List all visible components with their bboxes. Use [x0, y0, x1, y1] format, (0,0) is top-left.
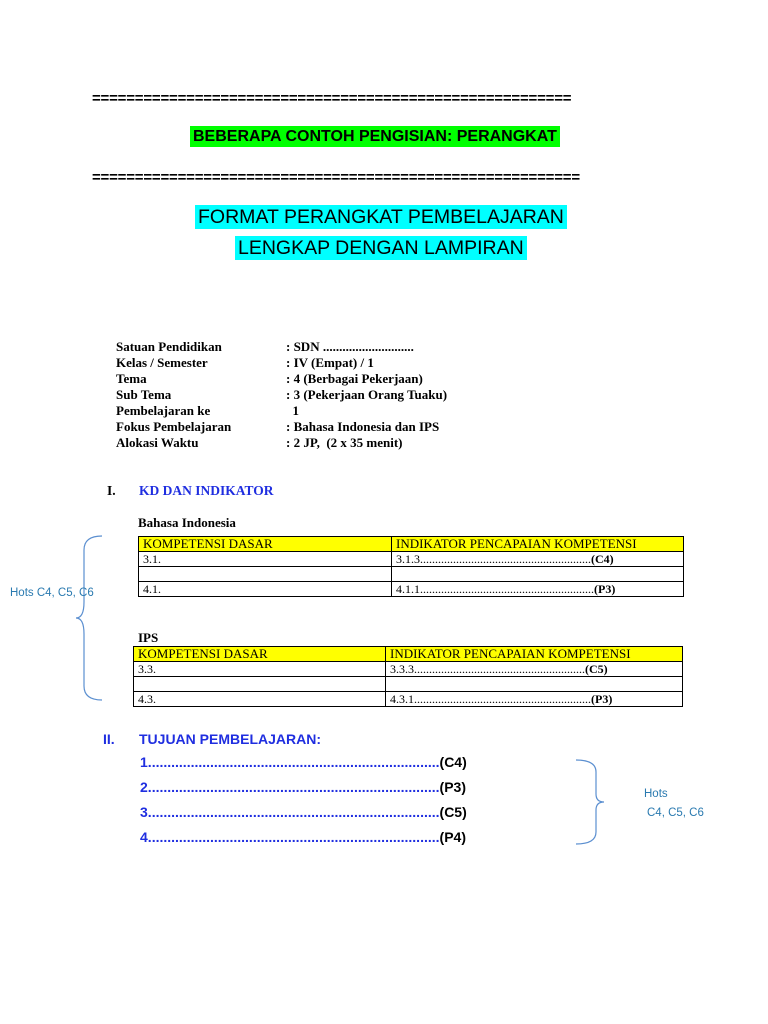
identity-label: Satuan Pendidikan — [116, 339, 222, 354]
tujuan-list — [140, 750, 467, 850]
tujuan-code: (C4) — [439, 754, 467, 770]
identity-value: : Bahasa Indonesia dan IPS — [286, 419, 440, 434]
identity-row — [116, 371, 447, 387]
tujuan-number: 2. — [140, 779, 152, 795]
tujuan-code: (P4) — [439, 829, 466, 845]
section-1-title: KD DAN INDIKATOR — [139, 483, 274, 498]
bahasa-kd-table — [138, 536, 684, 597]
indikator-cell — [392, 582, 684, 597]
list-item — [140, 825, 467, 850]
indikator-cell — [392, 567, 684, 582]
indikator-code: (P3) — [591, 692, 613, 706]
indikator-code: (C4) — [591, 552, 614, 566]
indikator-cell — [392, 552, 684, 567]
table-row — [134, 692, 683, 707]
table-row — [139, 567, 684, 582]
identity-label: Sub Tema — [116, 387, 172, 402]
title-line-2 — [235, 236, 527, 260]
ips-title: IPS — [138, 630, 159, 645]
table-row — [139, 582, 684, 597]
list-item — [140, 775, 467, 800]
identity-row — [116, 339, 447, 355]
ips-kd-table — [133, 646, 683, 707]
identity-row — [116, 435, 447, 451]
hots-right-label: Hots — [644, 788, 668, 800]
separator-bottom: ========================================================= — [92, 169, 580, 186]
identity-row — [116, 419, 447, 435]
right-brace-icon — [574, 756, 606, 848]
indikator-code: (C5) — [585, 662, 608, 676]
list-item — [140, 750, 467, 775]
identity-value: : SDN ............................ — [286, 339, 414, 354]
identity-value: : 2 JP, (2 x 35 menit) — [286, 435, 403, 450]
identity-row — [116, 387, 447, 403]
list-item — [140, 800, 467, 825]
header-indikator: INDIKATOR PENCAPAIAN KOMPETENSI — [392, 537, 684, 552]
indikator-cell — [386, 662, 683, 677]
section-1-roman: I. — [107, 483, 116, 498]
indikator-text: 4.3.1........................................................... — [390, 692, 591, 706]
separator-top: ======================================================== — [92, 90, 572, 107]
identity-value: : 3 (Pekerjaan Orang Tuaku) — [286, 387, 448, 402]
header-green-text: BEBERAPA CONTOH PENGISIAN: PERANGKAT — [190, 126, 560, 147]
indikator-code: (P3) — [594, 582, 616, 596]
title-line-2-text: LENGKAP DENGAN LAMPIRAN — [235, 236, 527, 260]
tujuan-code: (C5) — [439, 804, 467, 820]
identity-value: : IV (Empat) / 1 — [286, 355, 374, 370]
section-2-roman: II. — [103, 731, 115, 747]
kd-cell: 3.3. — [134, 662, 386, 677]
indikator-text: 3.3.3......................................................... — [390, 662, 585, 676]
table-header-row — [134, 647, 683, 662]
identity-block — [116, 339, 447, 451]
identity-row — [116, 355, 447, 371]
tujuan-number: 4. — [140, 829, 152, 845]
title-line-1-text: FORMAT PERANGKAT PEMBELAJARAN — [195, 205, 567, 229]
hots-left-note: Hots C4, C5, C6 — [10, 587, 94, 599]
tujuan-code: (P3) — [439, 779, 466, 795]
indikator-text: 4.1.1.......................................................... — [396, 582, 594, 596]
title-line-1 — [195, 205, 567, 229]
header-kompetensi-dasar: KOMPETENSI DASAR — [134, 647, 386, 662]
hots-right-levels: C4, C5, C6 — [647, 807, 704, 819]
left-brace-icon — [76, 532, 106, 704]
kd-cell: 4.3. — [134, 692, 386, 707]
identity-value: 1 — [286, 403, 299, 418]
header-kompetensi-dasar: KOMPETENSI DASAR — [139, 537, 392, 552]
identity-label: Tema — [116, 371, 147, 386]
identity-label: Kelas / Semester — [116, 355, 208, 370]
tujuan-dots: .......................................................................... — [151, 754, 440, 770]
identity-label: Fokus Pembelajaran — [116, 419, 232, 434]
header-highlight — [190, 127, 560, 147]
table-row — [134, 662, 683, 677]
identity-row — [116, 403, 447, 419]
identity-label: Alokasi Waktu — [116, 435, 199, 450]
kd-cell — [139, 567, 392, 582]
table-row — [134, 677, 683, 692]
indikator-text: 3.1.3......................................................... — [396, 552, 591, 566]
identity-value: : 4 (Berbagai Pekerjaan) — [286, 371, 423, 386]
kd-cell — [134, 677, 386, 692]
kd-cell: 4.1. — [139, 582, 392, 597]
section-2-title: TUJUAN PEMBELAJARAN: — [139, 731, 322, 747]
tujuan-number: 3. — [140, 804, 152, 820]
identity-label: Pembelajaran ke — [116, 403, 211, 418]
header-indikator: INDIKATOR PENCAPAIAN KOMPETENSI — [386, 647, 683, 662]
kd-cell: 3.1. — [139, 552, 392, 567]
indikator-cell — [386, 677, 683, 692]
tujuan-dots: .......................................................................... — [151, 804, 440, 820]
table-row — [139, 552, 684, 567]
table-header-row — [139, 537, 684, 552]
tujuan-dots: .......................................................................... — [151, 829, 440, 845]
bahasa-title: Bahasa Indonesia — [138, 515, 236, 530]
indikator-cell — [386, 692, 683, 707]
tujuan-dots: .......................................................................... — [151, 779, 440, 795]
tujuan-number: 1. — [140, 754, 152, 770]
